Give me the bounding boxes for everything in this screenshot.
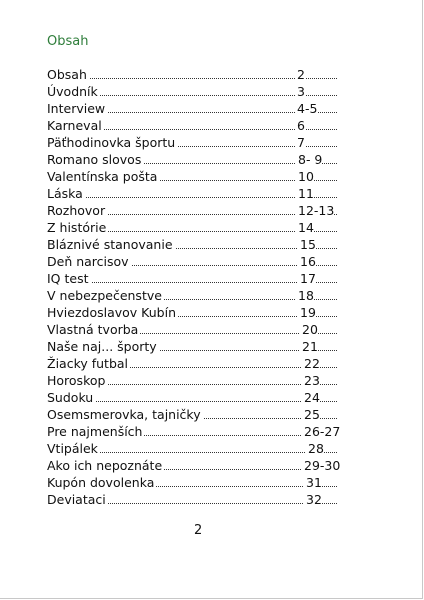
toc-entry <box>47 100 367 117</box>
toc-entry <box>47 117 367 134</box>
toc-entry-page: 16 <box>300 254 316 269</box>
toc-entry-title: Úvodník <box>47 84 98 99</box>
toc-entry <box>47 202 367 219</box>
toc-entry-title: Horoskop <box>47 373 106 388</box>
toc-entry-title: Naše naj... športy <box>47 339 157 354</box>
toc-entry-page: 20 <box>302 322 318 337</box>
toc-entry-title: Bláznivé stanovanie <box>47 237 173 252</box>
toc-entry <box>47 151 367 168</box>
toc-entry <box>47 491 367 508</box>
toc-entry <box>47 219 367 236</box>
toc-entry-title: Ako ich nepoznáte <box>47 458 163 473</box>
toc-entry <box>47 440 367 457</box>
toc-entry-title: Hviezdoslavov Kubín <box>47 305 176 320</box>
toc-entry-page: 22 <box>304 356 320 371</box>
toc-entry-title: Interview <box>47 101 106 116</box>
toc-entry-title: Vtipálek <box>47 441 98 456</box>
toc-entry-page: 15 <box>300 237 316 252</box>
toc-entry-page: 19 <box>300 305 316 320</box>
toc-entry-page: 28 <box>308 441 324 456</box>
toc-entry-title: Osemsmerovka, tajničky <box>47 407 201 422</box>
toc-entry <box>47 304 367 321</box>
toc-entry-page: 21 <box>302 339 318 354</box>
toc-entry <box>47 423 367 440</box>
toc-entry <box>47 321 367 338</box>
toc-entry <box>47 134 367 151</box>
toc-entry <box>47 474 367 491</box>
dot-leader <box>47 78 337 79</box>
toc-entry-page: 3 <box>297 84 305 99</box>
toc-entry-page: 25 <box>304 407 320 422</box>
toc-entry-page: 12-13 <box>298 203 335 218</box>
toc-entry-page: 14 <box>298 220 314 235</box>
toc-entry-title: Pre najmenších <box>47 424 143 439</box>
toc-entry-title: Vlastná tvorba <box>47 322 139 337</box>
toc-entry <box>47 406 367 423</box>
toc-entry-title: Rozhovor <box>47 203 106 218</box>
toc-entry-page: 8- 9 <box>298 152 323 167</box>
toc-entry-title: Kupón dovolenka <box>47 475 155 490</box>
toc-entry-page: 17 <box>300 271 316 286</box>
dot-leader <box>47 197 337 198</box>
toc-entry <box>47 389 367 406</box>
toc-entry-title: Romano slovos <box>47 152 142 167</box>
toc-entry <box>47 253 367 270</box>
toc-entry <box>47 83 367 100</box>
toc-entry-page: 7 <box>297 135 305 150</box>
toc-heading: Obsah <box>47 34 89 49</box>
toc-entry-title: Päťhodinovka športu <box>47 135 176 150</box>
page-number: 2 <box>194 523 203 538</box>
toc-entry <box>47 355 367 372</box>
toc-entry <box>47 338 367 355</box>
toc-entry-page: 4-5 <box>297 101 318 116</box>
toc-entry-title: Deviataci <box>47 492 106 507</box>
toc-entry-page: 26-27 <box>304 424 341 439</box>
toc-entry-page: 6 <box>297 118 305 133</box>
toc-entry-title: Karneval <box>47 118 102 133</box>
toc-entry <box>47 372 367 389</box>
toc-entry-page: 10 <box>298 169 314 184</box>
toc-entry-title: V nebezpečenstve <box>47 288 162 303</box>
toc-entry-title: Valentínska pošta <box>47 169 158 184</box>
toc-entry-page: 29-30 <box>304 458 341 473</box>
toc-entry-title: Žiacky futbal <box>47 356 129 371</box>
toc-entry-page: 31 <box>306 475 322 490</box>
toc-entry-title: Obsah <box>47 67 87 82</box>
toc-entry-page: 18 <box>298 288 314 303</box>
toc-entry-title: IQ test <box>47 271 89 286</box>
toc-entry <box>47 270 367 287</box>
toc-entry <box>47 66 367 83</box>
toc-entry-page: 23 <box>304 373 320 388</box>
table-of-contents <box>47 66 367 508</box>
toc-entry-title: Z histórie <box>47 220 107 235</box>
toc-entry <box>47 287 367 304</box>
toc-entry-title: Láska <box>47 186 83 201</box>
toc-entry-page: 32 <box>306 492 322 507</box>
toc-entry <box>47 236 367 253</box>
toc-entry <box>47 168 367 185</box>
toc-entry-title: Sudoku <box>47 390 94 405</box>
toc-entry-page: 24 <box>304 390 320 405</box>
toc-entry-title: Deň narcisov <box>47 254 129 269</box>
toc-entry <box>47 457 367 474</box>
toc-entry-page: 11 <box>298 186 314 201</box>
toc-entry-page: 2 <box>297 67 305 82</box>
toc-entry <box>47 185 367 202</box>
